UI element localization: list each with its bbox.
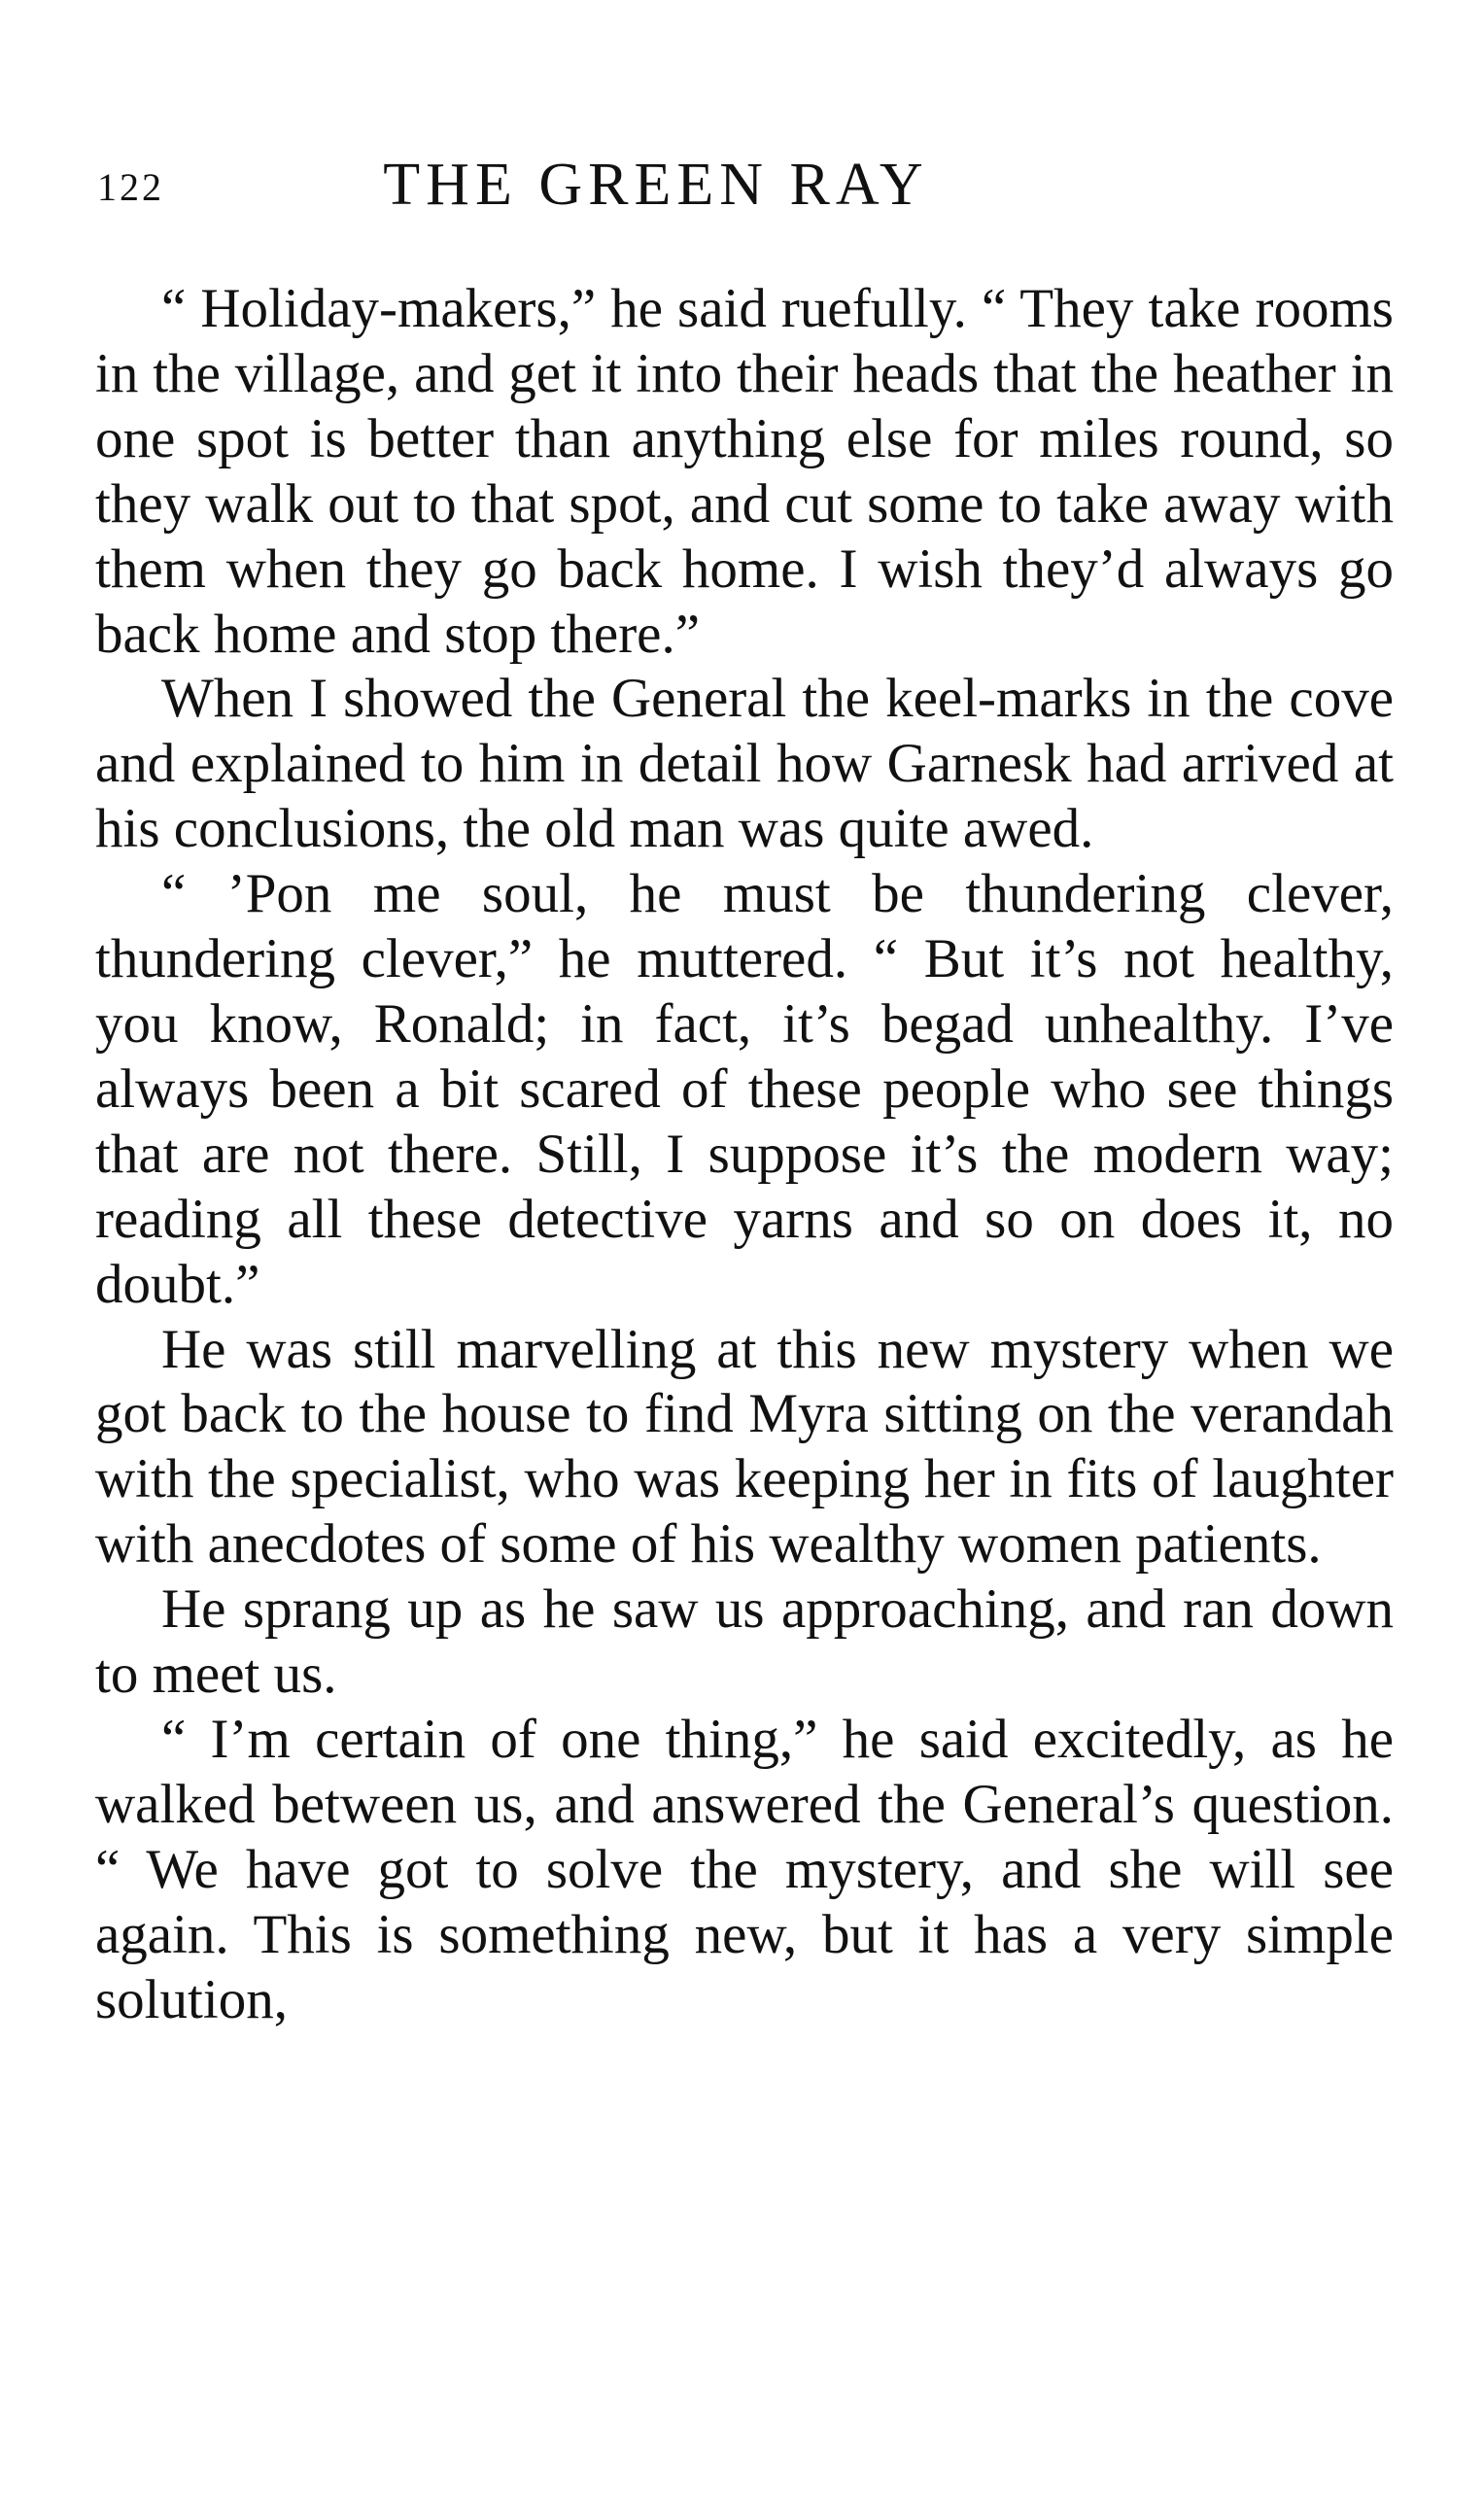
page-number: 122 <box>97 165 164 209</box>
paragraph-thundering-clever: “ ’Pon me soul, he must be thundering clever, thundering clever,” he muttered. “ But it’s not healthy, you know, Ronald; in fact, it’s begad unhealthy. I’ve always been a bit scared of these people who see things that are not there. Still, I suppose it’s the modern way; reading all these detective yarns and so on does it, no doubt.” <box>95 863 1394 1315</box>
paragraph-holiday-makers: “ Holiday-makers,” he said ruefully. “ They take rooms in the village, and get it into their heads that the heather in one spot is better than anything else for miles round, so they walk out to that spot, and cut some to take away with them when they go back home. I wish they’d always go back home and stop there.” <box>95 278 1394 665</box>
paragraph-marvelling: He was still marvelling at this new mystery when we got back to the house to find Myra sitting on the verandah with the specialist, who was keeping her in fits of laughter with anecdotes of some of his wealthy women patients. <box>95 1318 1394 1576</box>
paragraph-sprang-up: He sprang up as he saw us approaching, and ran down to meet us. <box>95 1578 1394 1706</box>
paragraph-certain: “ I’m certain of one thing,” he said excitedly, as he walked between us, and answered the General’s question. “ We have got to solve the mystery, and she will see again. This is something new, but it has a very simple solution, <box>95 1708 1394 2030</box>
body-text <box>95 277 1394 2032</box>
running-title: THE GREEN RAY <box>383 152 929 218</box>
page-header <box>97 151 1390 228</box>
paragraph-keel-marks: When I showed the General the keel-marks in the cove and explained to him in detail how Garnesk had arrived at his conclusions, the old man was quite awed. <box>95 668 1394 860</box>
